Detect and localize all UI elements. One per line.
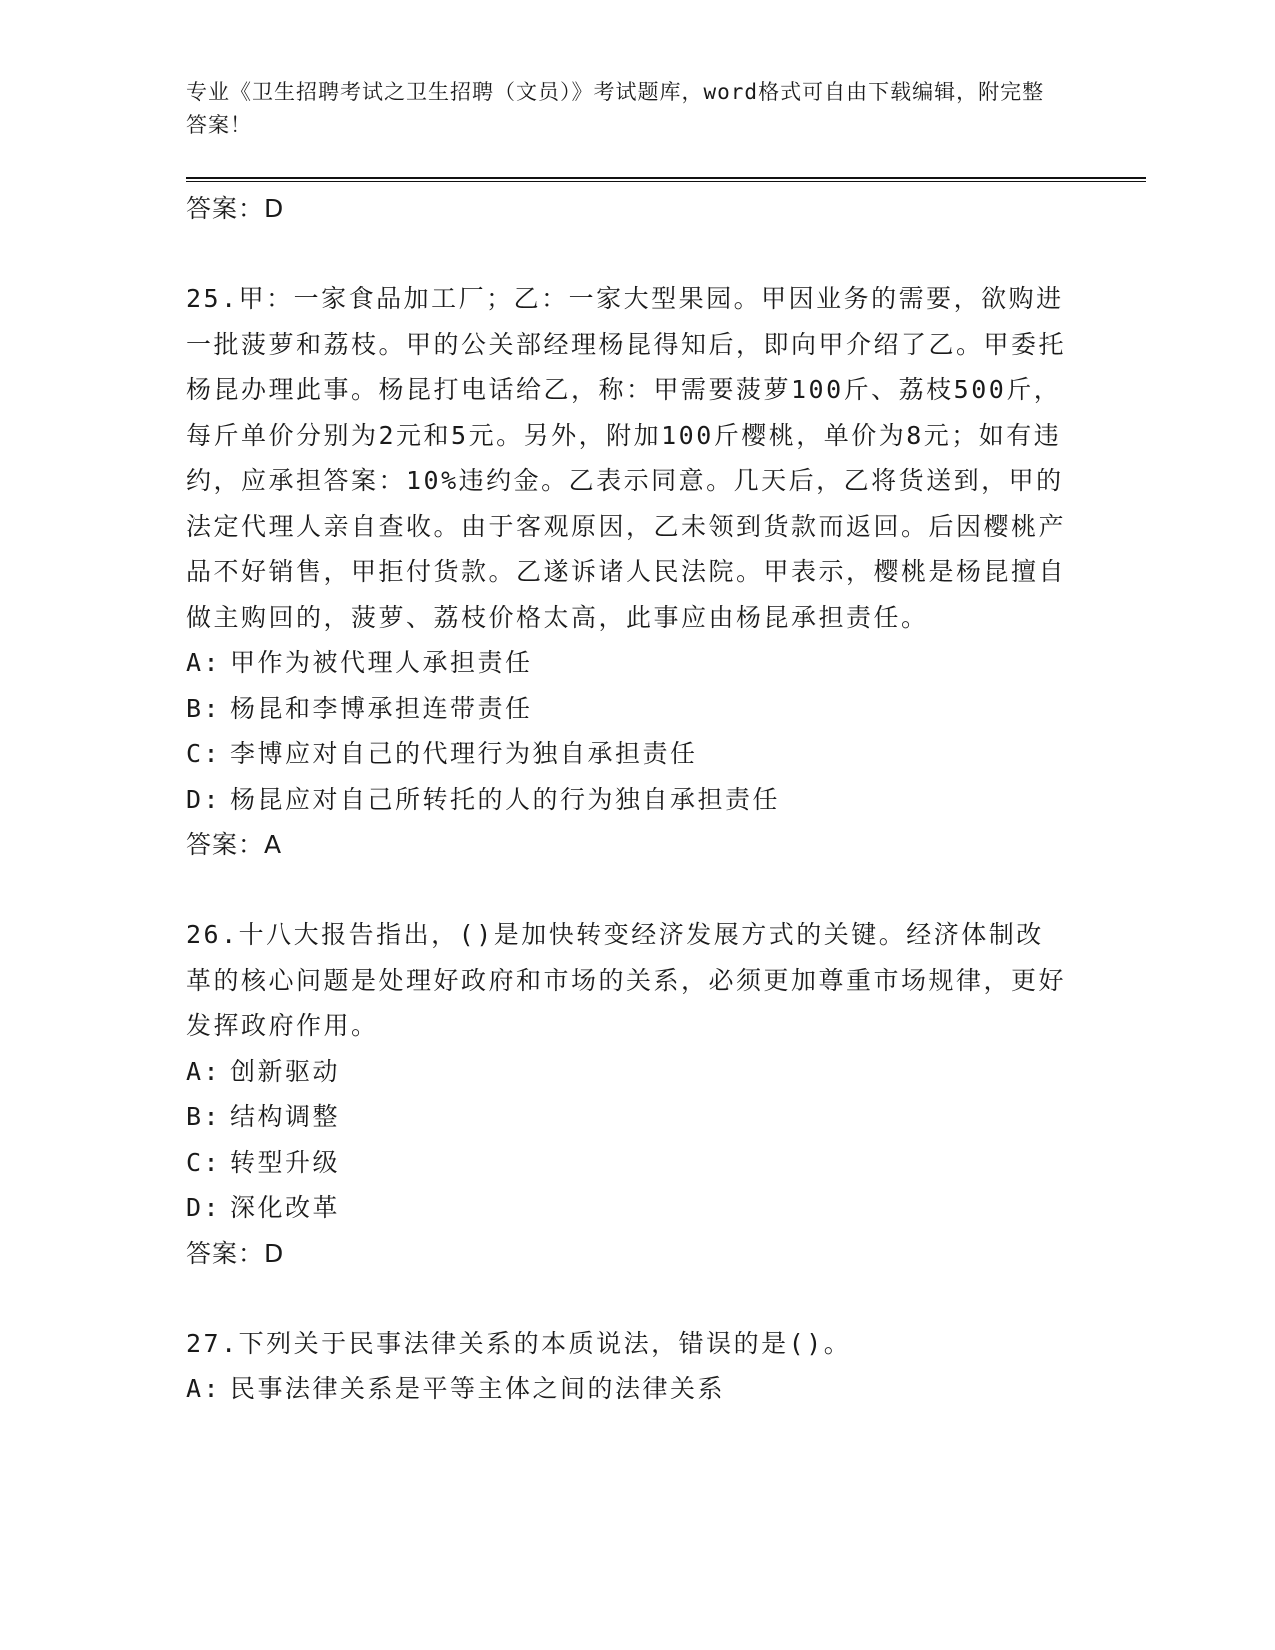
question-stem	[186, 276, 1066, 640]
option-b	[186, 1094, 1066, 1140]
page-header: 专业《卫生招聘考试之卫生招聘（文员）》考试题库，word格式可自由下载编辑，附完整答案！	[186, 80, 1045, 137]
option-key: C:	[186, 739, 222, 768]
question-number: 25.	[186, 284, 239, 313]
question-stem	[186, 912, 1066, 1049]
question-number: 27.	[186, 1328, 239, 1358]
question-text: 甲：一家食品加工厂；乙：一家大型果园。甲因业务的需要，欲购进一批菠萝和荔枝。甲的公关部经理杨昆得知后，即向甲介绍了乙。甲委托杨昆办理此事。杨昆打电话给乙，称：甲需要菠萝100斤、荔枝500斤，每斤单价分别为2元和5元。另外，附加100斤樱桃，单价为8元；如有违约，应承担答案：10%违约金。乙表示同意。几天后，乙将货送到，甲的法定代理人亲自查收。由于客观原因，乙未领到货款而返回。后因樱桃产品不好销售，甲拒付货款。乙遂诉诸人民法院。甲表示，樱桃是杨昆擅自做主购回的，菠萝、荔枝价格太高，此事应由杨昆承担责任。	[186, 284, 1067, 632]
answer-value: A	[264, 830, 283, 859]
question-27	[186, 1321, 1066, 1412]
option-a	[186, 1049, 1066, 1095]
option-key: D:	[186, 784, 222, 814]
question-text: 下列关于民事法律关系的本质说法，错误的是()。	[238, 1328, 852, 1358]
answer-value: D	[264, 1238, 285, 1268]
option-text: 创新驱动	[230, 1056, 341, 1086]
option-text: 杨昆和李博承担连带责任	[230, 693, 533, 723]
option-d	[186, 1185, 1066, 1231]
option-text: 深化改革	[230, 1193, 341, 1222]
option-text: 转型升级	[230, 1147, 341, 1177]
question-stem	[186, 1321, 1066, 1367]
option-a	[186, 640, 1066, 686]
option-list	[186, 1049, 1066, 1231]
answer-label: 答案：	[186, 830, 265, 859]
document-body	[186, 186, 1066, 1412]
option-text: 民事法律关系是平等主体之间的法律关系	[230, 1374, 726, 1403]
option-key: A:	[186, 648, 222, 677]
header-rule	[186, 177, 1146, 182]
option-list	[186, 640, 1066, 822]
answer-value: D	[264, 194, 285, 223]
option-key: B:	[186, 1102, 222, 1131]
question-answer	[186, 822, 1066, 868]
question-number: 26.	[186, 920, 239, 949]
option-list	[186, 1366, 1066, 1412]
option-a	[186, 1366, 1066, 1412]
option-key: B:	[186, 693, 222, 723]
question-text: 十八大报告指出，()是加快转变经济发展方式的关键。经济体制改革的核心问题是处理好政府和市场的关系，必须更加尊重市场规律，更好发挥政府作用。	[186, 920, 1067, 1040]
option-c	[186, 731, 1066, 777]
answer-label: 答案：	[186, 1238, 265, 1268]
option-text: 甲作为被代理人承担责任	[230, 648, 533, 677]
option-b	[186, 686, 1066, 732]
option-text: 李博应对自己的代理行为独自承担责任	[230, 739, 698, 768]
previous-answer	[186, 186, 1066, 232]
option-text: 杨昆应对自己所转托的人的行为独自承担责任	[230, 784, 781, 814]
question-answer	[186, 1231, 1066, 1277]
option-text: 结构调整	[230, 1102, 341, 1131]
option-key: A:	[186, 1374, 222, 1403]
answer-label: 答案：	[186, 194, 265, 223]
question-26	[186, 912, 1066, 1277]
option-d	[186, 777, 1066, 823]
question-25	[186, 276, 1066, 868]
option-key: A:	[186, 1056, 222, 1086]
option-key: D:	[186, 1193, 222, 1222]
option-key: C:	[186, 1147, 222, 1177]
option-c	[186, 1140, 1066, 1186]
